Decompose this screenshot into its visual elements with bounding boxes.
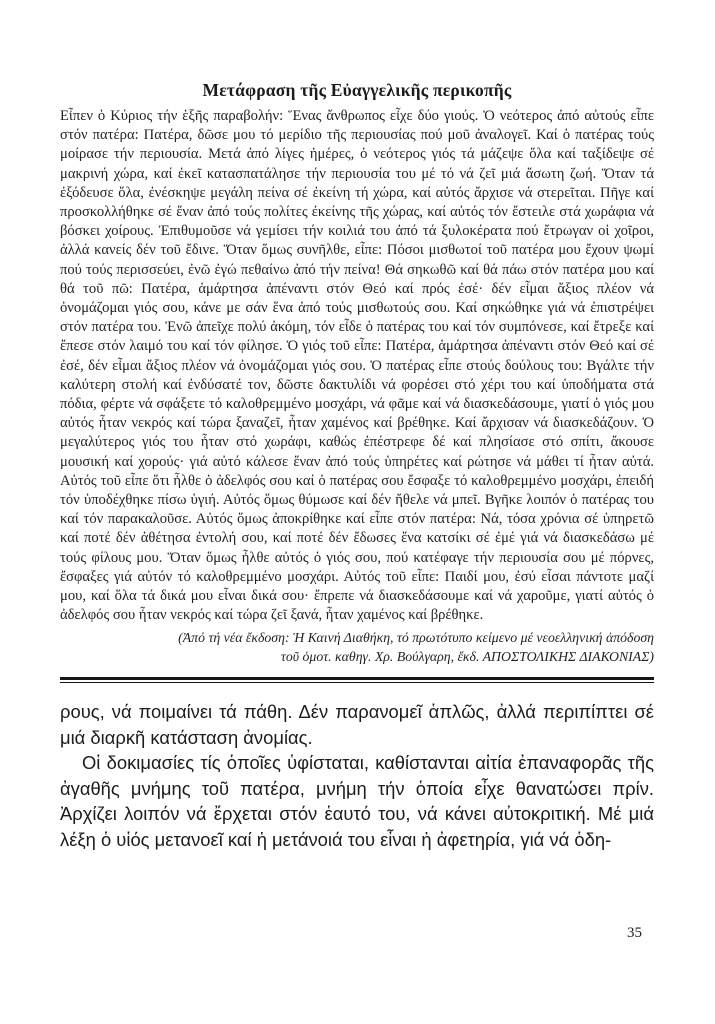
attribution-line-2: τοῦ ὁμοτ. καθηγ. Χρ. Βούλγαρη, ἔκδ. ΑΠΟΣΤΟΛΙΚΗΣ ΔΙΑΚΟΝΙΑΣ) [280,649,654,665]
gospel-translation-paragraph: Εἶπεν ὁ Κύριος τήν ἑξῆς παραβολήν: Ἕνας ἄνθρωπος εἶχε δύο γιούς. Ὁ νεότερος ἀπό αὐτούς εἶπε στόν πατέρα: Πατέρα, δῶσε μου τό μερίδιο τῆς περιουσίας πού μοῦ ἀναλογεῖ. Καί ὁ πατέρας τούς μοίρασε τήν περιουσία. Μετά ἀπό λίγες ἡμέρες, ὁ νεότερος γιός τά μάζεψε ὅλα καί ταξίδεψε σέ μακρινή χώρα, καί ἐκεῖ κατασπατάλησε τήν περιουσία του μέ τό νά ζεῖ μιά ἄσωτη ζωή. Ὅταν τά ἐξόδευσε ὅλα, ἐνέσκηψε μεγάλη πείνα σέ ἐκείνη τή χώρα, καί αὐτός ἄρχισε νά στερεῖται. Πῆγε καί προσκολλήθηκε σέ ἕναν ἀπό τούς πολίτες ἐκείνης τῆς χώρας, καί αὐτός τόν ἔστειλε στά χωράφια νά βόσκει χοίρους. Ἐπιθυμοῦσε νά γεμίσει τήν κοιλιά του ἀπό τά ξυλοκέρατα πού ἔτρωγαν οἱ χοῖροι, ἀλλά κανείς δέν τοῦ ἔδινε. Ὅταν ὅμως συνῆλθε, εἶπε: Πόσοι μισθωτοί τοῦ πατέρα μου ἔχουν ψωμί πού τούς περισσεύει, ἐνῶ ἐγώ πεθαίνω ἀπό τήν πείνα! Θά σηκωθῶ καί θά πάω στόν πατέρα μου καί θά τοῦ πῶ: Πατέρα, ἁμάρτησα ἀπέναντι στόν Θεό καί πρός ἐσέ· δέν εἶμαι ἄξιος πλέον νά ὀνομάζομαι γιός σου, κάνε με σάν ἕνα ἀπό τούς μισθωτούς σου. Καί σηκώθηκε γιά νά ἐπιστρέψει στόν πατέρα του. Ἐνῶ ἀπεῖχε πολύ ἀκόμη, τόν εἶδε ὁ πατέρας του καί τόν συμπόνεσε, καί ἔτρεξε καί ἔπεσε στόν λαιμό του καί τόν φίλησε. Ὁ γιός τοῦ εἶπε: Πατέρα, ἁμάρτησα ἀπέναντι στόν Θεό καί σέ ἐσέ, δέν εἶμαι ἄξιος πλέον νά ὀνομάζομαι γιός σου. Ὁ πατέρας εἶπε στούς δούλους του: Βγάλτε τήν καλύτερη στολή καί ἐνδύσατέ τον, δῶστε δακτυλίδι νά φορέσει στό χέρι του καί ὑποδήματα στά πόδια, φέρτε νά σφάξετε τό καλοθρεμμένο μοσχάρι, νά φᾶμε καί νά διασκεδάσουμε, γιατί ὁ γιός μου αὐτός ἦταν νεκρός καί τώρα ξαναζεῖ, ἦταν χαμένος καί βρέθηκε. Καί ἄρχισαν νά διασκεδάζουν. Ὁ μεγαλύτερος γιός του ἦταν στό χωράφι, καθώς ἐπέστρεφε δέ καί πλησίασε στό σπίτι, ἄκουσε μουσική καί χορούς· γιά αὐτό κάλεσε ἕναν ἀπό τούς ὑπηρέτες καί ρώτησε νά μάθει τί ἦταν αὐτά. Αὐτός τοῦ εἶπε ὅτι ἦλθε ὁ ἀδελφός σου καί ὁ πατέρας σου ἔσφαξε τό καλοθρεμμένο μοσχάρι, ἐπειδή τόν ὑποδέχθηκε πίσω ὑγιή. Αὐτός ὅμως θύμωσε καί δέν ἤθελε νά μπεῖ. Βγῆκε λοιπόν ὁ πατέρας του καί τόν παρακαλοῦσε. Αὐτός ὅμως ἀποκρίθηκε καί εἶπε στόν πατέρα: Νά, τόσα χρόνια σέ ὑπηρετῶ καί ποτέ δέν ἀθέτησα ἐντολή σου, καί ποτέ δέν ἔδωσες ἕνα κατσίκι σέ ἐμέ γιά νά διασκεδάσω μέ τούς φίλους μου. Ὅταν ὅμως ἦλθε αὐτός ὁ γιός σου, πού κατέφαγε τήν περιουσία σου μέ πόρνες, ἔσφαξες γιά αὐτόν τό καλοθρεμμένο μοσχάρι. Αὐτός τοῦ εἶπε: Παιδί μου, ἐσύ εἶσαι πάντοτε μαζί μου, καί ὅλα τά δικά μου εἶναι δικά σου· ἔπρεπε νά διασκεδάσουμε καί νά χαροῦμε, γιατί αὐτός ὁ ἀδελφός σου ἦταν νεκρός καί τώρα ζεῖ ξανά, ἦταν χαμένος καί βρέθηκε. [60,108,654,624]
commentary-paragraph-1: ρους, νά ποιμαίνει τά πάθη. Δέν παρανομεῖ ἁπλῶς, ἀλλά περιπίπτει σέ μιά διαρκῆ κατάσταση ἀνομίας. [60,701,654,748]
page-title: Μετάφραση τῆς Εὐαγγελικῆς περικοπῆς [202,80,512,100]
attribution-line-1: (Ἀπό τή νέα ἔκδοση: Ἡ Καινή Διαθήκη, τό πρωτότυπο κείμενο μέ νεοελληνική ἀπόδοση [178,630,654,646]
source-attribution [60,628,654,666]
section-divider-rule [60,677,654,683]
text-column [60,0,654,852]
page-number: 35 [627,925,642,941]
commentary-section [60,699,654,851]
commentary-paragraph-2: Οἱ δοκιμασίες τίς ὁποῖες ὑφίσταται, καθίστανται αἰτία ἐπαναφορᾶς τῆς ἀγαθῆς μνήμης τοῦ πατέρα, μνήμη τήν ὁποία εἶχε θανατώσει πρίν. Ἀρχίζει λοιπόν νά ἔρχεται στόν ἑαυτό του, νά κάνει αὐτοκριτική. Μέ μιά λέξη ὁ υἱός μετανοεῖ καί ἡ μετάνοιά του εἶναι ἡ ἀφετηρία, γιά νά ὁδη- [60,752,654,850]
